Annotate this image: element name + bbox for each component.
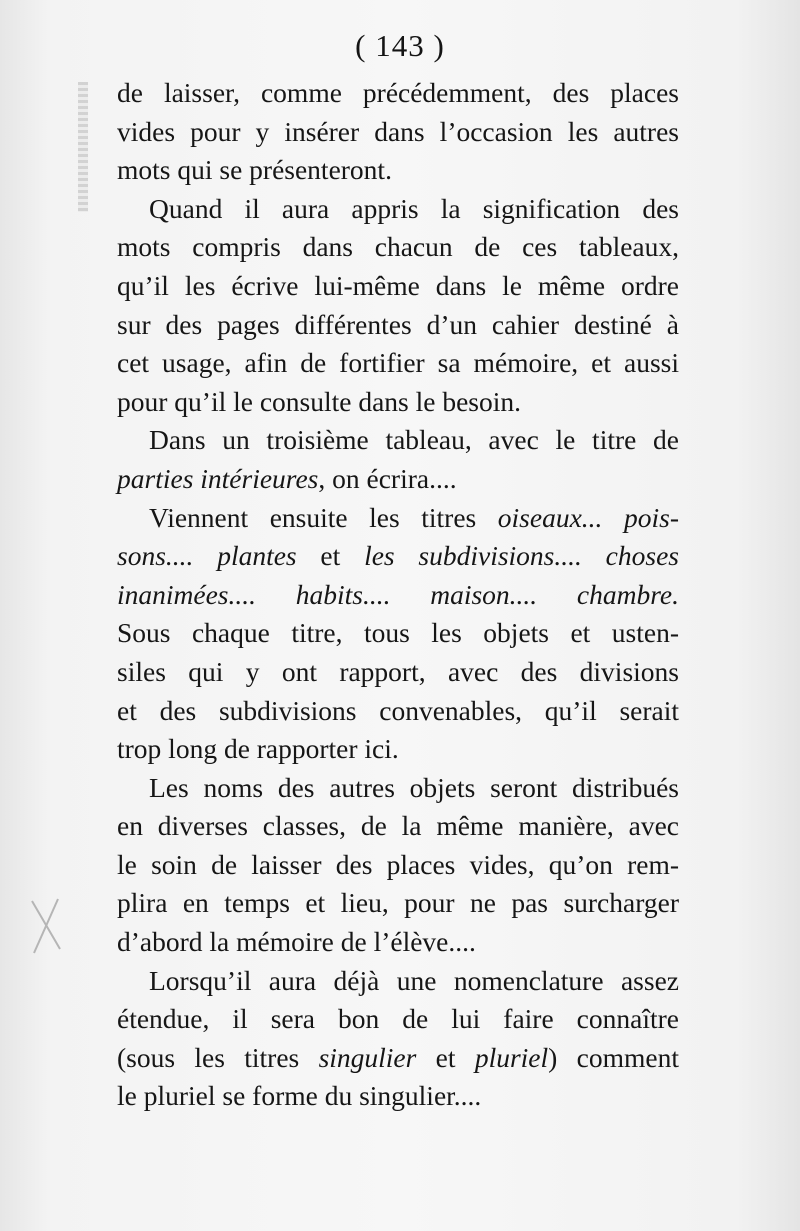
text-run: et des subdivisions convenables, qu’il serait (117, 694, 679, 726)
text-run: et (296, 540, 365, 572)
text-run: qu’il les écrive lui-même dans le même ordre (117, 269, 679, 301)
text-line (117, 576, 679, 615)
text-line (117, 769, 679, 808)
text-run: ) comment (548, 1041, 679, 1073)
text-run: Les noms des autres objets seront distribués (149, 771, 679, 803)
text-run: sur des pages différentes d’un cahier destiné à (117, 308, 679, 340)
text-line (117, 653, 679, 692)
text-run: étendue, il sera bon de lui faire connaître (117, 1003, 679, 1035)
text-run: pour qu’il le consulte dans le besoin. (117, 385, 522, 417)
text-run: , on écrira.... (318, 462, 457, 494)
text-run: siles qui y ont rapport, avec des divisions (117, 655, 679, 687)
text-line (117, 807, 679, 846)
text-run: (sous les titres (117, 1041, 319, 1073)
text-line (117, 846, 679, 885)
text-run: d’abord la mémoire de l’élève.... (117, 926, 476, 958)
text-line (117, 499, 679, 538)
italic-text: singulier (318, 1041, 417, 1073)
text-run: Quand il aura appris la signification des (149, 192, 679, 224)
italic-text: oiseaux... pois- (497, 501, 679, 533)
text-line (117, 460, 679, 499)
text-run: Lorsqu’il aura déjà une nomenclature assez (149, 964, 679, 996)
page-number: ( 143 ) (355, 28, 445, 63)
text-line (117, 344, 679, 383)
text-run: Sous chaque titre, tous les objets et usten- (117, 617, 679, 649)
text-run: le soin de laisser des places vides, qu’on rem- (117, 848, 679, 880)
text-run: trop long de rapporter ici. (117, 733, 399, 765)
text-run: Dans un troisième tableau, avec le titre de (149, 424, 679, 456)
text-run: le pluriel se forme du singulier.... (117, 1080, 482, 1112)
text-line (117, 537, 679, 576)
italic-text: inanimées.... habits.... maison.... chambre. (117, 578, 679, 610)
text-run: en diverses classes, de la même manière, avec (117, 810, 679, 842)
text-run: plira en temps et lieu, pour ne pas surcharger (117, 887, 679, 919)
italic-text: parties intérieures (117, 462, 319, 494)
text-line (117, 923, 679, 962)
text-line (117, 383, 679, 422)
text-run: mots compris dans chacun de ces tableaux, (117, 231, 679, 263)
text-line (117, 190, 679, 229)
text-line (117, 267, 679, 306)
text-line (117, 151, 679, 190)
pencil-cross-mark (28, 895, 64, 955)
italic-text: les subdivisions.... choses (364, 540, 679, 572)
text-run: cet usage, afin de fortifier sa mémoire, et aussi (117, 347, 679, 379)
page-text (117, 74, 679, 1116)
text-line (117, 884, 679, 923)
text-run: de laisser, comme précédemment, des places (117, 77, 679, 108)
text-line (117, 1000, 679, 1039)
text-line (117, 421, 679, 460)
italic-text: sons.... plantes (117, 540, 297, 572)
text-line (117, 614, 679, 653)
text-line (117, 228, 679, 267)
text-line (117, 692, 679, 731)
text-line (117, 1039, 679, 1078)
text-line (117, 1077, 679, 1116)
text-line (117, 306, 679, 345)
text-run: mots qui se présenteront. (117, 154, 392, 186)
margin-smudge (78, 82, 88, 212)
italic-text: pluriel (474, 1041, 549, 1073)
text-line (117, 730, 679, 769)
text-line (117, 113, 679, 152)
text-run: Viennent ensuite les titres (149, 501, 498, 533)
text-run: vides pour y insérer dans l’occasion les autres (117, 115, 679, 147)
text-line (117, 962, 679, 1001)
text-line (117, 74, 679, 113)
text-run: et (416, 1041, 475, 1073)
